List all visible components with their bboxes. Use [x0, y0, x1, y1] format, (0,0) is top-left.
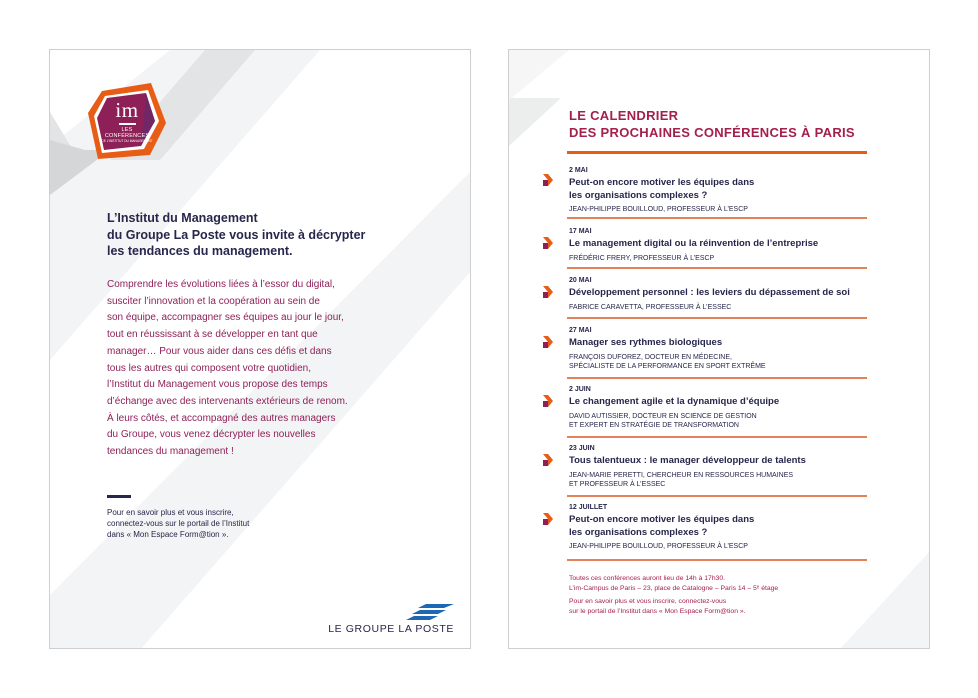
chevron-right-icon — [543, 336, 553, 348]
body-line: susciter l’innovation et la coopération au sein de — [107, 295, 320, 307]
body-line: tous les autres qui composent votre quotidien, — [107, 362, 312, 374]
event-speaker-line: FABRICE CARAVETTA, PROFESSEUR À L’ESSEC — [569, 303, 732, 311]
body-line: du Groupe, vous venez décrypter les nouvelles — [107, 429, 316, 441]
intro-title-line: du Groupe La Poste vous invite à décrypter — [107, 227, 366, 242]
event-divider — [567, 267, 867, 269]
event-title — [569, 337, 869, 350]
intro-title — [107, 210, 407, 260]
event-speaker-line: FRANÇOIS DUFOREZ, DOCTEUR EN MÉDECINE, — [569, 353, 732, 361]
event-speaker — [569, 542, 869, 552]
event-item — [569, 444, 869, 490]
event-date: 20 MAI — [569, 277, 592, 284]
logo-text — [101, 100, 153, 143]
event-speaker — [569, 254, 869, 264]
title-rule — [567, 151, 867, 154]
event-item — [569, 385, 869, 431]
event-speaker-line: ET EXPERT EN STRATÉGIE DE TRANSFORMATION — [569, 422, 739, 429]
venue-info — [569, 574, 869, 593]
calendar-title-line: LE CALENDRIER — [569, 108, 679, 123]
footer-line: Pour en savoir plus et vous inscrire, connectez-vous — [569, 598, 727, 605]
chevron-right-icon — [543, 286, 553, 298]
body-line: l’Institut du Management vous propose des temps — [107, 379, 328, 391]
body-line: d’échange avec des intervenants extérieurs de renom. — [107, 395, 348, 407]
event-speaker — [569, 353, 869, 372]
chevron-right-icon — [543, 174, 553, 186]
calendar-page — [508, 49, 930, 649]
event-item — [569, 227, 869, 263]
event-speaker — [569, 412, 869, 431]
event-title-line: Tous talentueux : le manager développeur de talents — [569, 455, 806, 466]
event-divider — [567, 377, 867, 379]
body-line: tout en réussissant à se développer en tant que — [107, 329, 318, 341]
event-date: 2 MAI — [569, 167, 588, 174]
event-title — [569, 455, 869, 468]
event-title-line: Le management digital ou la réinvention de l’entreprise — [569, 238, 819, 249]
event-title-line: les organisations complexes ? — [569, 526, 708, 538]
calendar-title — [569, 108, 889, 141]
event-divider — [567, 436, 867, 438]
chevron-right-icon — [543, 237, 553, 249]
event-speaker-line: DAVID AUTISSIER, DOCTEUR EN SCIENCE DE GESTION — [569, 412, 757, 420]
body-line: manager… Pour vous aider dans ces défis et dans — [107, 345, 332, 357]
footer-line: sur le portail de l’Institut dans « Mon Espace Form@tion ». — [569, 607, 746, 615]
body-line: son équipe, accompagner ses équipes au jour le jour, — [107, 312, 344, 324]
logo-monogram: im — [115, 98, 139, 122]
event-item — [569, 326, 869, 372]
logo-line1: LES CONFÉRENCES — [104, 126, 150, 139]
event-divider — [567, 495, 867, 497]
event-title-line: Le changement agile et la dynamique d’équipe — [569, 396, 780, 407]
event-title — [569, 238, 869, 251]
event-title — [569, 396, 869, 409]
event-title-line: les organisations complexes ? — [569, 189, 708, 201]
chevron-right-icon — [543, 454, 553, 466]
event-speaker-line: SPÉCIALISTE DE LA PERFORMANCE EN SPORT EXTRÊME — [569, 363, 766, 370]
body-line: Comprendre les évolutions liées à l’essor du digital, — [107, 279, 335, 290]
note-divider — [107, 495, 131, 498]
note-line: Pour en savoir plus et vous inscrire, — [107, 508, 234, 517]
event-divider — [567, 217, 867, 219]
event-title — [569, 287, 869, 300]
event-title-line: Peut-on encore motiver les équipes dans — [569, 514, 755, 525]
event-item — [569, 166, 869, 215]
intro-body — [107, 277, 407, 461]
event-date: 27 MAI — [569, 327, 592, 334]
event-speaker-line: JEAN-MARIE PERETTI, CHERCHEUR EN RESSOURCES HUMAINES — [569, 471, 794, 479]
invitation-page — [49, 49, 471, 649]
event-speaker — [569, 205, 869, 215]
event-speaker — [569, 303, 869, 313]
note-line: dans « Mon Espace Form@tion ». — [107, 529, 229, 539]
event-title — [569, 514, 869, 539]
event-date: 12 JUILLET — [569, 504, 608, 511]
chevron-right-icon — [543, 513, 553, 525]
brand-name: LE GROUPE LA POSTE — [328, 623, 454, 635]
event-divider — [567, 559, 867, 561]
event-speaker-line: FRÉDÉRIC FRERY, PROFESSEUR À L’ESCP — [569, 254, 715, 262]
registration-info — [569, 597, 869, 616]
event-title-line: Développement personnel : les leviers du dépassement de soi — [569, 287, 850, 298]
footer-line: Toutes ces conférences auront lieu de 14h à 17h30. — [569, 575, 726, 582]
intro-title-line: les tendances du management. — [107, 244, 293, 258]
chevron-right-icon — [543, 395, 553, 407]
footer-line: L’im-Campus de Paris – 23, place de Catalogne – Paris 14 – 5ᵉ étage — [569, 584, 779, 592]
event-item — [569, 503, 869, 552]
calendar-title-line: DES PROCHAINES CONFÉRENCES À PARIS — [569, 124, 855, 140]
event-speaker-line: JEAN-PHILIPPE BOUILLOUD, PROFESSEUR À L’ESCP — [569, 206, 748, 213]
event-speaker — [569, 471, 869, 490]
event-date: 2 JUIN — [569, 386, 591, 393]
event-divider — [567, 317, 867, 319]
event-title — [569, 177, 869, 202]
event-speaker-line: JEAN-PHILIPPE BOUILLOUD, PROFESSEUR À L’ESCP — [569, 543, 748, 550]
body-line: À leurs côtés, et accompagné des autres managers — [107, 412, 336, 424]
event-item — [569, 276, 869, 312]
intro-title-line: L’Institut du Management — [107, 211, 258, 225]
event-title-line: Peut-on encore motiver les équipes dans — [569, 177, 755, 188]
event-date: 23 JUIN — [569, 445, 595, 452]
event-speaker-line: ET PROFESSEUR À L’ESSEC — [569, 481, 666, 488]
event-date: 17 MAI — [569, 228, 592, 235]
body-line: tendances du management ! — [107, 446, 234, 458]
registration-note — [107, 508, 297, 540]
note-line: connectez-vous sur le portail de l’Institut — [107, 518, 250, 528]
event-title-line: Manager ses rythmes biologiques — [569, 337, 723, 348]
logo-line2: DE L'INSTITUT DU MANAGEMENT — [101, 138, 153, 143]
